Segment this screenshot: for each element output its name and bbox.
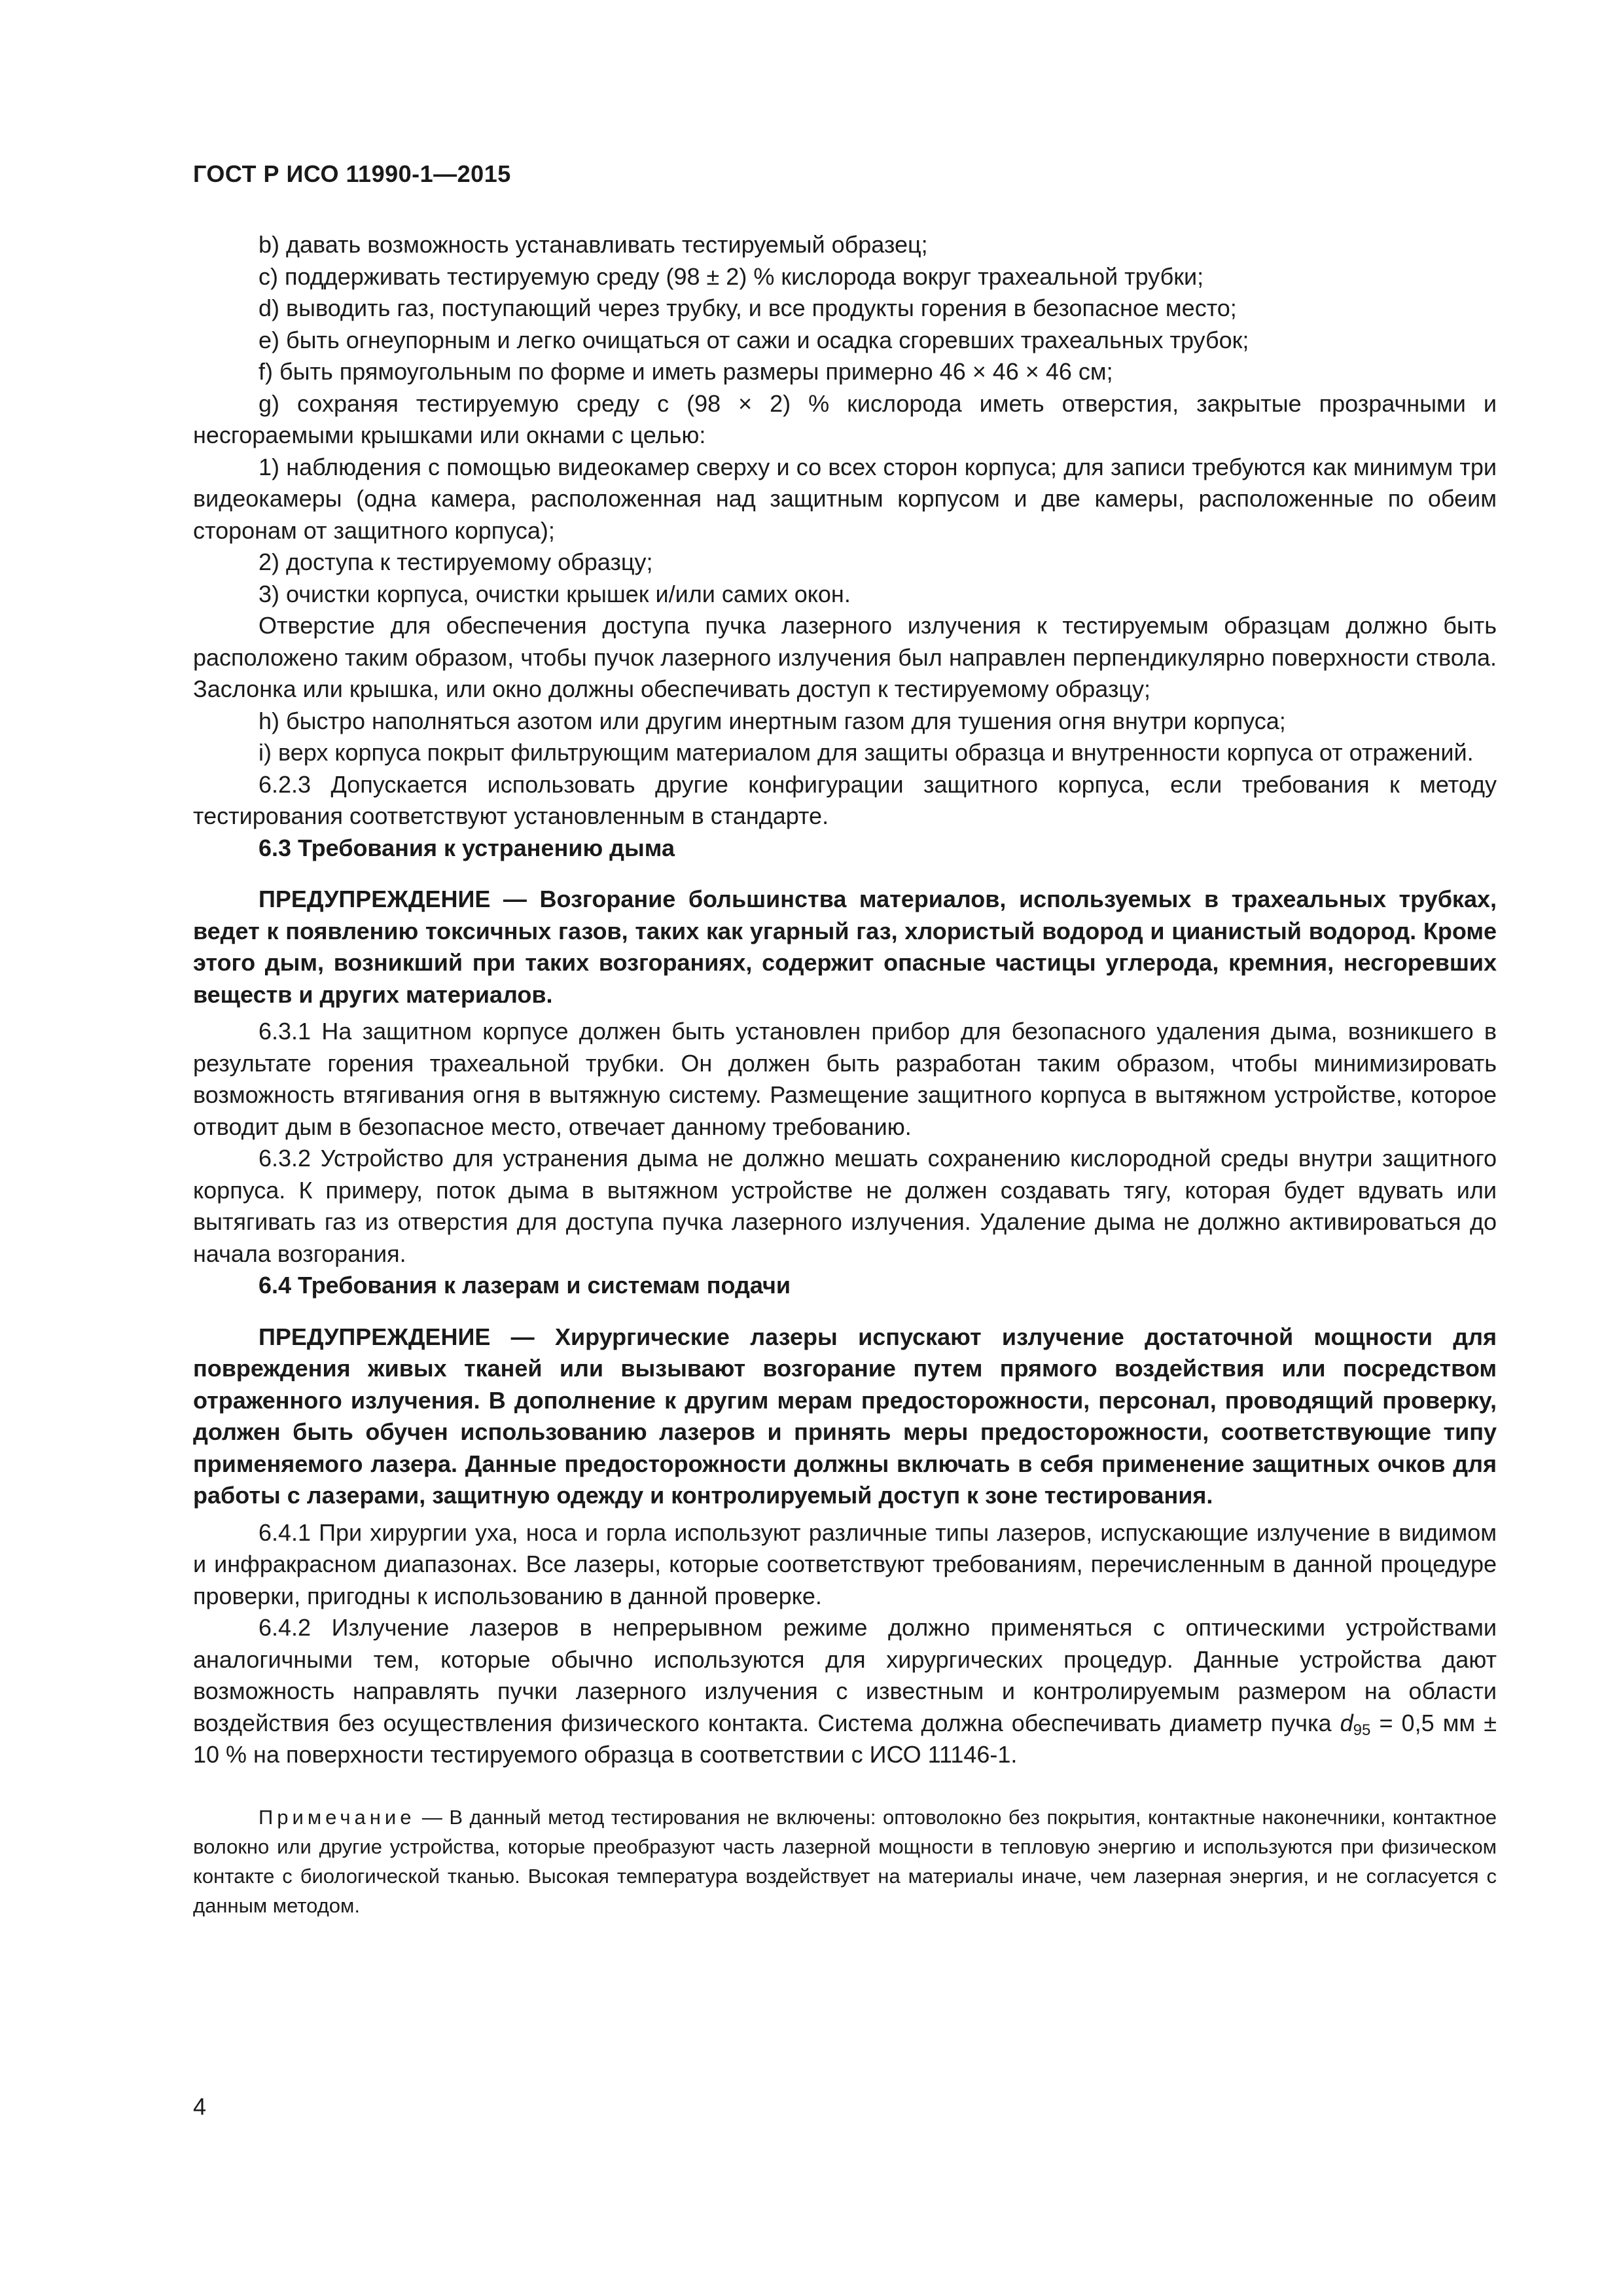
list-item-g: g) сохраняя тестируемую среду с (98 × 2) % кислорода иметь отверстия, закрытые прозрачными и несгораемыми крышками или окнами с целью:: [193, 389, 1497, 448]
paragraph-6-2-3: 6.2.3 Допускается использовать другие конфигурации защитного корпуса, если требования к методу тестирования соответствуют установленным в стандарте.: [193, 770, 1497, 829]
section-6-4-heading: 6.4 Требования к лазерам и системам подачи: [259, 1272, 791, 1299]
paragraph-6-3-2: 6.3.2 Устройство для устранения дыма не должно мешать сохранению кислородной среды внутри защитного корпуса. К примеру, поток дыма в вытяжном устройстве не должен создавать тягу, которая будет вдувать или вытягивать газ из отверстия для доступа пучка лазерного излучения. Удаление дыма не должно активироваться до начала возгорания.: [193, 1145, 1497, 1267]
paragraph-6-4-2: [193, 1612, 1497, 1771]
note-text: — В данный метод тестирования не включены: оптоволокно без покрытия, контактные наконечники, контактное волокно или другие устройства, которые преобразуют часть лазерной мощности в тепловую энергию и используются при физическом контакте с биологической тканью. Высокая температура воздействует на материалы иначе, чем лазерная энергия, и не согласуется с данным методом.: [193, 1805, 1497, 1917]
diameter-subscript: 95: [1353, 1721, 1371, 1739]
document-body: [193, 229, 1497, 1920]
diameter-symbol: d: [1340, 1709, 1353, 1736]
paragraph-6-4-2-tail: = 0,5 мм ± 10 % на поверхности тестируемого образца в соответствии с ИСО 11146-1.: [193, 1709, 1497, 1768]
list-item-b: b) давать возможность устанавливать тестируемый образец;: [259, 231, 928, 258]
sub-item-2: 2) доступа к тестируемому образцу;: [259, 548, 653, 575]
list-item-h: h) быстро наполняться азотом или другим инертным газом для тушения огня внутри корпуса;: [259, 707, 1286, 734]
opening-paragraph: Отверстие для обеспечения доступа пучка лазерного излучения к тестируемым образцам должно быть расположено таким образом, чтобы пучок лазерного излучения был направлен перпендикулярно поверхности ствола. Заслонка или крышка, или окно должны обеспечивать доступ к тестируемому образцу;: [193, 612, 1497, 702]
section-6-3-warning: ПРЕДУПРЕЖДЕНИЕ — Возгорание большинства материалов, используемых в трахеальных трубках, ведет к появлению токсичных газов, таких как угарный газ, хлористый водород и цианистый водород. Кроме этого дым, возникший при таких возгораниях, содержит опасные частицы углерода, кремния, несгоревших веществ и других материалов.: [193, 886, 1497, 1008]
sub-item-3: 3) очистки корпуса, очистки крышек и/или самих окон.: [259, 580, 851, 607]
section-6-4-warning: ПРЕДУПРЕЖДЕНИЕ — Хирургические лазеры испускают излучение достаточной мощности для повреждения живых тканей или вызывают возгорание путем прямого воздействия или посредством отраженного излучения. В дополнение к другим мерам предосторожности, персонал, проводящий проверку, должен быть обучен использованию лазеров и принять меры предосторожности, соответствующие типу применяемого лазера. Данные предосторожности должны включать в себя применение защитных очков для работы с лазерами, защитную одежду и контролируемый доступ к зоне тестирования.: [193, 1323, 1497, 1509]
note-label: Примечание: [259, 1805, 416, 1829]
list-item-e: e) быть огнеупорным и легко очищаться от сажи и осадка сгоревших трахеальных трубок;: [259, 326, 1249, 353]
paragraph-6-3-1: 6.3.1 На защитном корпусе должен быть установлен прибор для безопасного удаления дыма, возникшего в результате горения трахеальной трубки. Он должен быть разработан таким образом, чтобы минимизировать возможность втягивания огня в вытяжную систему. Размещение защитного корпуса в вытяжном устройстве, которое отводит дым в безопасное место, отвечает данному требованию.: [193, 1018, 1497, 1140]
document-header: ГОСТ Р ИСО 11990-1—2015: [193, 160, 511, 187]
paragraph-6-4-1: 6.4.1 При хирургии уха, носа и горла используют различные типы лазеров, испускающие излучение в видимом и инфракрасном диапазонах. Все лазеры, которые соответствуют требованиям, перечисленным в данной процедуре проверки, пригодны к использованию в данной проверке.: [193, 1518, 1497, 1609]
note-paragraph: [193, 1803, 1497, 1920]
list-item-d: d) выводить газ, поступающий через трубку, и все продукты горения в безопасное место;: [259, 295, 1237, 321]
list-item-c: c) поддерживать тестируемую среду (98 ± 2) % кислорода вокруг трахеальной трубки;: [259, 262, 1204, 290]
sub-item-1: 1) наблюдения с помощью видеокамер сверху и со всех сторон корпуса; для записи требуются как минимум три видеокамеры (одна камера, расположенная над защитным корпусом и две камеры, расположенные по обеим сторонам от защитного корпуса);: [193, 453, 1497, 544]
page-number: 4: [193, 2093, 207, 2120]
section-6-3-heading: 6.3 Требования к устранению дыма: [259, 834, 675, 861]
list-item-i: i) верх корпуса покрыт фильтрующим материалом для защиты образца и внутренности корпуса от отражений.: [259, 739, 1474, 766]
list-item-f: f) быть прямоугольным по форме и иметь размеры примерно 46 × 46 × 46 см;: [259, 358, 1113, 385]
paragraph-6-4-2-text: 6.4.2 Излучение лазеров в непрерывном режиме должно применяться с оптическими устройствами аналогичными тем, которые обычно используются для хирургических процедур. Данные устройства дают возможность направлять пучки лазерного излучения с известным и контролируемым размером на области воздействия без осуществления физического контакта. Система должна обеспечивать диаметр пучка: [193, 1614, 1497, 1736]
